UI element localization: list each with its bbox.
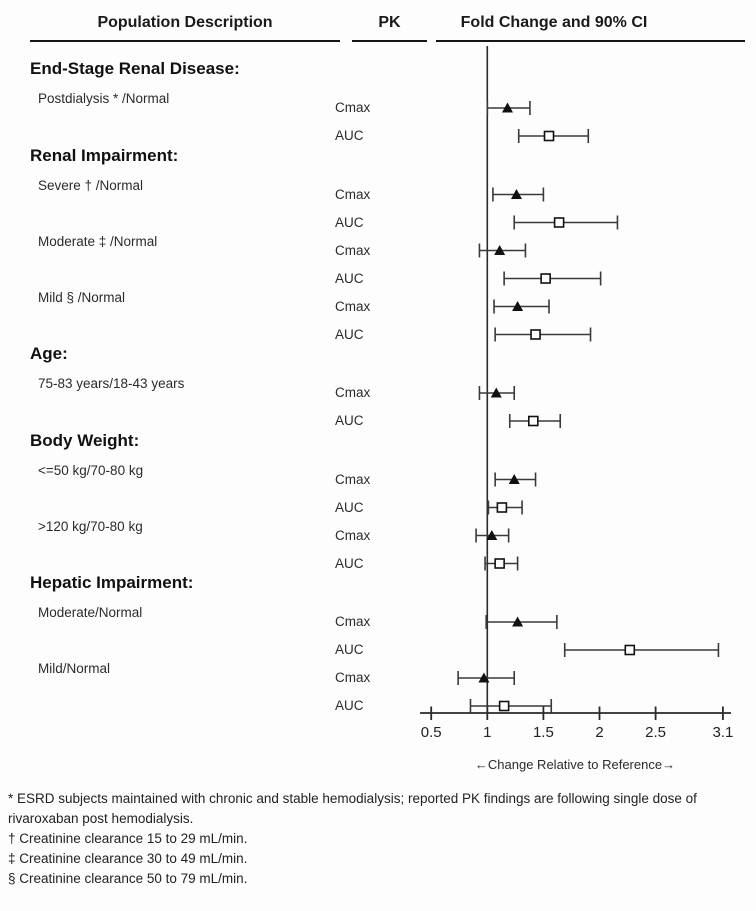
subgroup-label: Postdialysis * /Normal xyxy=(38,91,170,106)
forest-row xyxy=(488,501,522,515)
forest-row xyxy=(494,300,549,314)
subgroup-label: <=50 kg/70-80 kg xyxy=(38,462,144,478)
forest-row xyxy=(479,386,514,400)
forest-row xyxy=(487,101,530,115)
pk-parameter-label: Cmax xyxy=(335,670,371,685)
subgroup-label: >120 kg/70-80 kg xyxy=(38,518,143,534)
pk-parameter-label: AUC xyxy=(335,214,364,230)
x-axis-tick-label: 1 xyxy=(483,724,492,741)
section-title: End-Stage Renal Disease: xyxy=(30,59,240,78)
forest-row xyxy=(476,529,509,543)
x-axis-tick-label: 2 xyxy=(595,724,604,741)
forest-row xyxy=(495,328,590,342)
pk-parameter-label: Cmax xyxy=(335,100,371,115)
x-axis-tick-label: 1.5 xyxy=(532,724,554,741)
pk-parameter-label: Cmax xyxy=(335,614,371,629)
auc-square-marker-icon xyxy=(545,132,554,141)
auc-square-marker-icon xyxy=(531,330,540,339)
footnotes xyxy=(8,789,714,889)
section-title: Renal Impairment: xyxy=(30,145,179,165)
forest-row xyxy=(486,615,557,629)
x-axis-tick-label: 3.1 xyxy=(712,724,734,741)
x-axis-tick-label: 0.5 xyxy=(420,724,442,741)
x-axis-tick-label: 2.5 xyxy=(645,724,667,741)
pk-parameter-label: Cmax xyxy=(335,385,371,400)
auc-square-marker-icon xyxy=(495,559,504,568)
subgroup-label: Moderate/Normal xyxy=(38,605,143,620)
footnote: ‡ Creatinine clearance 30 to 49 mL/min. xyxy=(8,851,248,866)
pk-parameter-label: AUC xyxy=(335,413,364,428)
pk-parameter-label: AUC xyxy=(335,698,364,713)
subgroup-label: Mild § /Normal xyxy=(38,289,126,305)
subgroup-label: Mild/Normal xyxy=(38,661,111,676)
forest-row xyxy=(510,414,560,428)
forest-row xyxy=(493,188,543,202)
pk-parameter-label: Cmax xyxy=(335,527,371,543)
column-header-fold-change: Fold Change and 90% CI xyxy=(460,14,648,31)
forest-row xyxy=(519,129,589,143)
subgroup-label: 75-83 years/18-43 years xyxy=(38,376,185,391)
pk-parameter-label: Cmax xyxy=(335,471,371,487)
pk-parameter-label: AUC xyxy=(335,326,364,342)
pk-parameter-label: AUC xyxy=(335,642,364,657)
section-title: Age: xyxy=(30,344,68,363)
pk-parameter-label: Cmax xyxy=(335,186,371,202)
footnote: § Creatinine clearance 50 to 79 mL/min. xyxy=(8,871,248,886)
section-title: Body Weight: xyxy=(30,430,140,450)
forest-row xyxy=(485,557,518,571)
auc-square-marker-icon xyxy=(555,218,564,227)
auc-square-marker-icon xyxy=(497,503,506,512)
auc-square-marker-icon xyxy=(625,646,634,655)
forest-row xyxy=(565,643,719,657)
subgroup-label: Moderate ‡ /Normal xyxy=(38,233,158,249)
forest-row xyxy=(514,216,617,230)
forest-row xyxy=(458,671,514,685)
column-header-population-description: Population Description xyxy=(97,14,273,31)
auc-square-marker-icon xyxy=(541,274,550,283)
section-title: Hepatic Impairment: xyxy=(30,573,194,592)
forest-row xyxy=(504,272,600,286)
subgroup-label: Severe † /Normal xyxy=(38,177,144,193)
pk-parameter-label: AUC xyxy=(335,555,364,571)
forest-row xyxy=(495,473,535,487)
auc-square-marker-icon xyxy=(500,702,509,711)
column-header-pk: PK xyxy=(378,14,401,31)
footnote: † Creatinine clearance 15 to 29 mL/min. xyxy=(8,831,248,846)
pk-parameter-label: AUC xyxy=(335,270,364,286)
forest-row xyxy=(479,244,525,258)
x-axis-caption: ←Change Relative to Reference→ xyxy=(474,757,676,772)
pk-parameter-label: AUC xyxy=(335,499,364,515)
auc-square-marker-icon xyxy=(529,417,538,426)
pk-parameter-label: Cmax xyxy=(335,242,371,258)
pk-parameter-label: AUC xyxy=(335,128,364,143)
footnote: * ESRD subjects maintained with chronic and stable hemodialysis; reported PK findings are following single dose of rivaroxaban post hemodialysis. xyxy=(8,791,697,826)
forest-row xyxy=(470,699,551,713)
pk-parameter-label: Cmax xyxy=(335,298,371,314)
